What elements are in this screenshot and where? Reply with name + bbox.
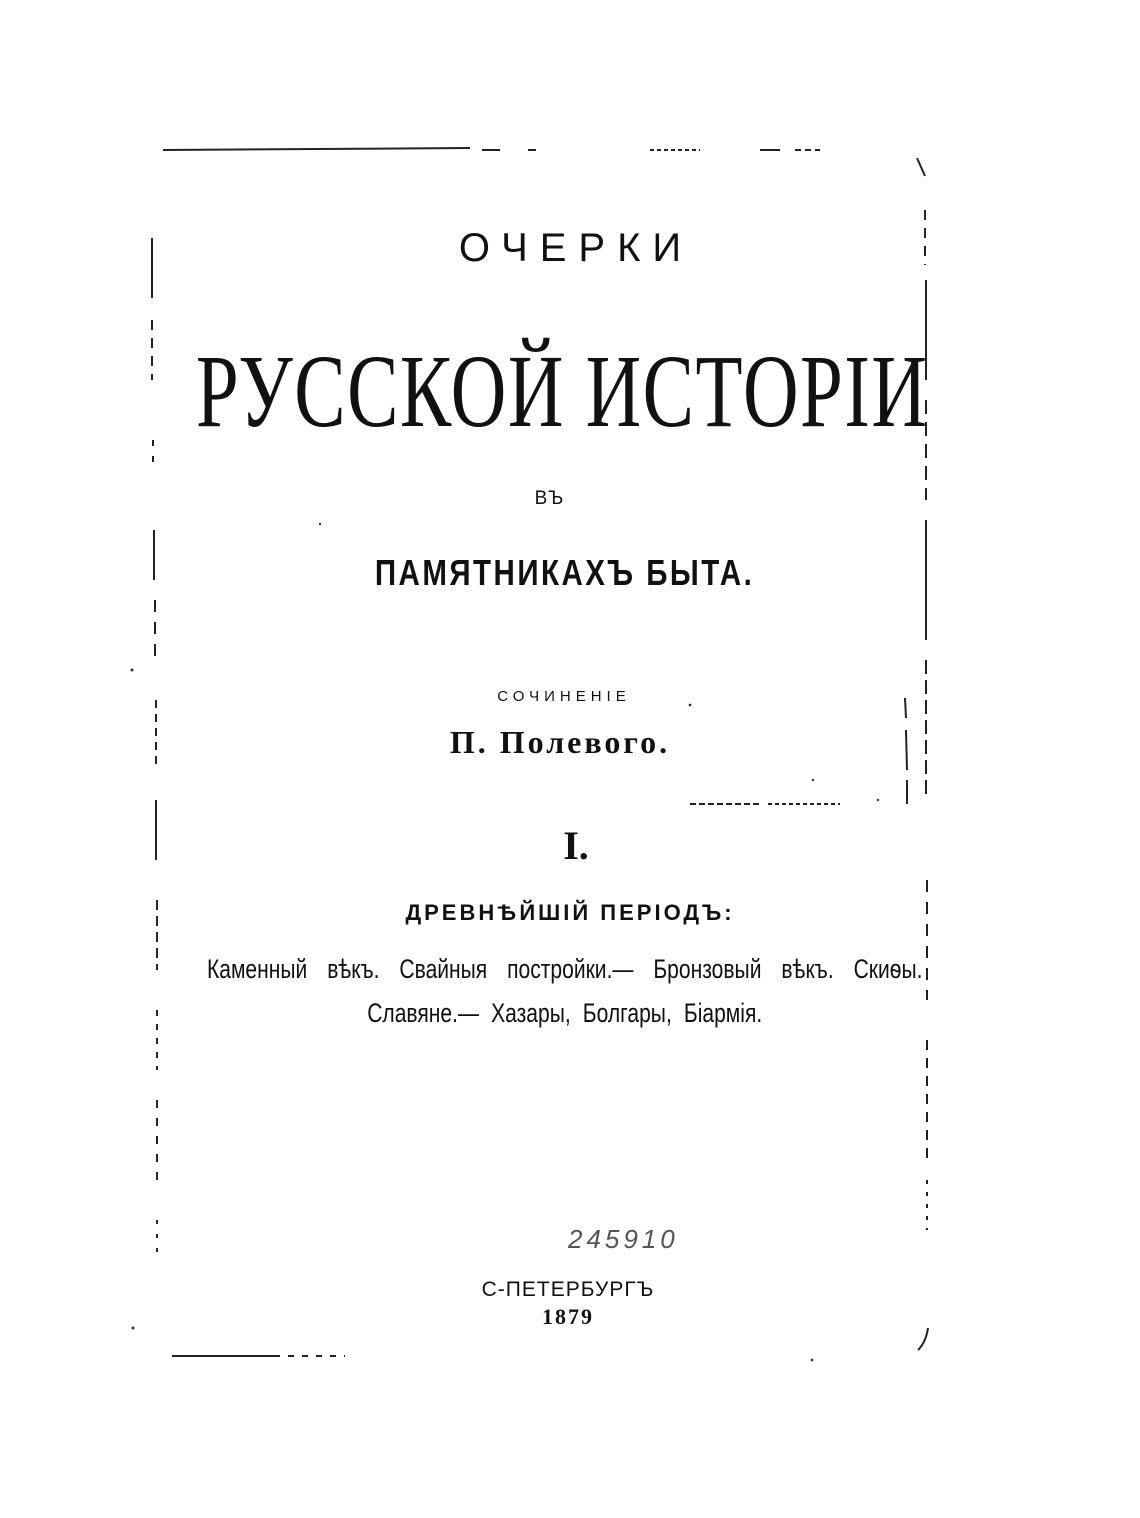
contents-line-1: Каменный вѣкъ. Свайныя постройки.— Бронзовый вѣкъ. Скиѳы. — [206, 954, 923, 984]
period-heading: ДРЕВНѢЙШІЙ ПЕРІОДЪ: — [405, 900, 735, 925]
title-line-russkoy-istorii: РУССКОЙ ИСТОРІИ — [195, 334, 929, 449]
imprint-city: С-ПЕТЕРБУРГЪ — [481, 1278, 655, 1301]
volume-number: I. — [563, 823, 589, 868]
handwritten-number: 245910 — [568, 1224, 679, 1254]
contents-line-2: Славяне.— Хазары, Болгары, Біармія. — [367, 998, 763, 1028]
title-line-ocherki: ОЧЕРКИ — [458, 226, 694, 270]
title-line-v: ВЪ — [534, 488, 566, 509]
imprint-year: 1879 — [542, 1304, 594, 1329]
author-label: СОЧИНЕНІЕ — [497, 688, 631, 705]
title-line-pamyatnikakh-byta: ПАМЯТНИКАХЪ БЫТА. — [374, 552, 755, 593]
author-name: П. Полевого. — [449, 724, 671, 760]
